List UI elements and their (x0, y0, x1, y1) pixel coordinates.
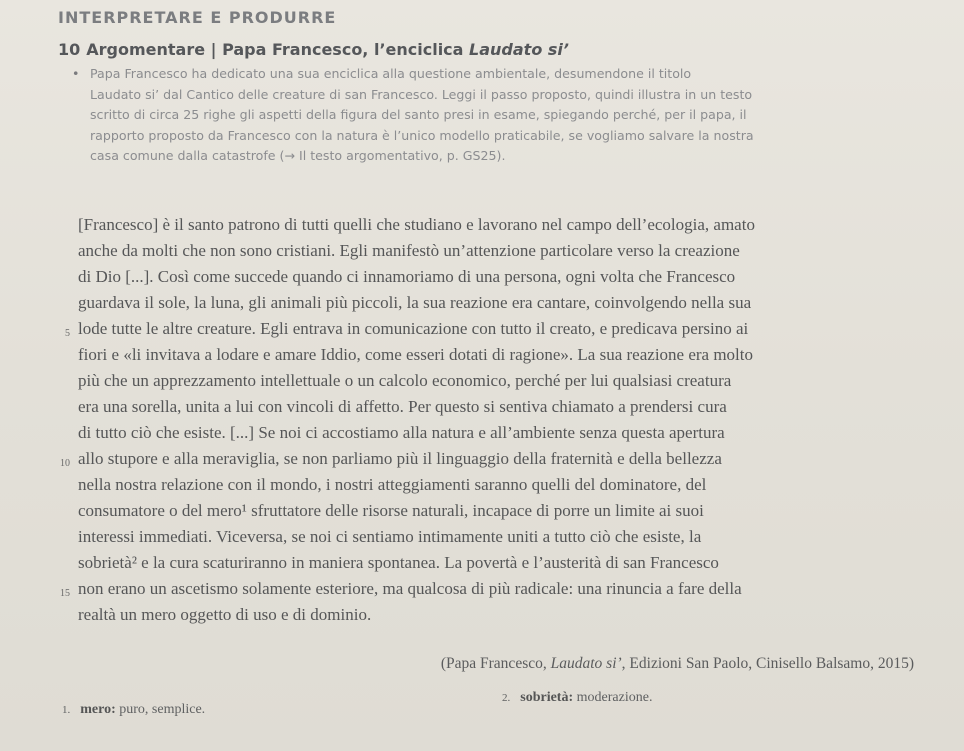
citation-title: Laudato si’ (550, 655, 622, 672)
passage-line (78, 498, 898, 524)
passage-line (65, 316, 898, 342)
passage-line (78, 238, 898, 264)
footnote-number: 2. (502, 692, 511, 704)
passage-line (78, 394, 898, 420)
footnote-1 (62, 702, 205, 718)
exercise-title-text: Argomentare | Papa Francesco, l’enciclica (86, 40, 470, 59)
bullet-icon: • (72, 66, 80, 81)
passage-line (78, 264, 898, 290)
instruction-line: casa comune dalla catastrofe (→ Il testo argomentativo, p. GS25). (90, 148, 506, 163)
quoted-passage (60, 212, 898, 628)
source-citation (441, 655, 914, 673)
instruction-line: Papa Francesco ha dedicato una sua enciclica alla questione ambientale, desumendone il titolo (90, 66, 692, 81)
citation-prefix: (Papa Francesco, (440, 655, 551, 672)
passage-line-text: anche da molti che non sono cristiani. Egli manifestò un’attenzione particolare verso la creazione (78, 241, 740, 260)
footnote-definition: puro, semplice. (115, 702, 206, 717)
passage-line-text: di Dio [...]. Così come succede quando ci innamoriamo di una persona, ogni volta che Francesco (78, 267, 736, 286)
footnote-number: 1. (62, 704, 71, 716)
passage-line (78, 290, 898, 316)
passage-line (78, 550, 898, 576)
passage-line (78, 602, 898, 628)
line-number: 15 (60, 588, 70, 599)
passage-line-text: di tutto ciò che esiste. [...] Se noi ci accostiamo alla natura e all’ambiente senza questa apertura (78, 423, 725, 442)
passage-line-text: più che un apprezzamento intellettuale o un calcolo economico, perché per lui qualsiasi creatura (78, 371, 732, 390)
line-number: 10 (60, 458, 70, 469)
passage-line-text: lode tutte le altre creature. Egli entrava in comunicazione con tutto il creato, e predicava persino ai (78, 319, 749, 338)
passage-line (78, 472, 898, 498)
passage-line-text: [Francesco] è il santo patrono di tutti quelli che studiano e lavorano nel campo dell’ecologia, amato (78, 215, 755, 234)
passage-line-text: consumatore o del mero¹ sfruttatore delle risorse naturali, incapace di porre un limite ai suoi (78, 501, 704, 520)
passage-line-text: non erano un ascetismo solamente esteriore, ma qualcosa di più radicale: una rinuncia a fare della (78, 579, 742, 598)
passage-line (78, 524, 898, 550)
instruction-line: Laudato si’ dal Cantico delle creature di san Francesco. Leggi il passo proposto, quindi illustra in un testo (90, 86, 753, 102)
exercise-number: 10 (58, 40, 81, 59)
exercise-title-italic: Laudato si’ (469, 40, 569, 59)
exercise-title (58, 40, 569, 59)
passage-line-text: fiori e «li invitava a lodare e amare Iddio, come esseri dotati di ragione». La sua reazione era molto (78, 345, 754, 364)
line-number: 5 (65, 328, 70, 339)
passage-line (60, 446, 898, 472)
passage-line (78, 420, 898, 446)
passage-line-text: realtà un mero oggetto di uso e di dominio. (78, 605, 372, 624)
footnote-term: mero: (80, 702, 116, 717)
passage-line-text: era una sorella, unita a lui con vincoli di affetto. Per questo si sentiva chiamato a prendersi cura (78, 397, 727, 416)
passage-line-text: guardava il sole, la luna, gli animali più piccoli, la sua reazione era cantare, coinvolgendo nella sua (78, 293, 752, 312)
footnote-definition: moderazione. (573, 690, 653, 705)
section-heading: INTERPRETARE E PRODURRE (58, 8, 337, 27)
citation-suffix: , Edizioni San Paolo, Cinisello Balsamo, 2015) (621, 655, 914, 672)
passage-line (78, 342, 898, 368)
passage-line (60, 576, 898, 602)
passage-line-text: allo stupore e alla meraviglia, se non parliamo più il linguaggio della fraternità e della bellezza (78, 449, 722, 468)
passage-line (78, 212, 898, 238)
passage-line-text: sobrietà² e la cura scaturiranno in maniera spontanea. La povertà e l’austerità di san Francesco (78, 553, 719, 572)
passage-line-text: nella nostra relazione con il mondo, i nostri atteggiamenti saranno quelli del dominatore, del (78, 475, 707, 494)
instruction-line: scritto di circa 25 righe gli aspetti della figura del santo presi in esame, spiegando perché, per il papa, il (90, 107, 747, 122)
footnote-term: sobrietà: (520, 690, 574, 705)
exercise-instructions (60, 64, 910, 167)
passage-line (78, 368, 898, 394)
instruction-line: rapporto proposto da Francesco con la natura è l’unico modello praticabile, se vogliamo salvare la nostra (90, 127, 754, 143)
passage-line-text: interessi immediati. Viceversa, se noi ci sentiamo intimamente uniti a tutto ciò che esiste, la (78, 527, 702, 546)
footnote-2 (502, 690, 652, 706)
